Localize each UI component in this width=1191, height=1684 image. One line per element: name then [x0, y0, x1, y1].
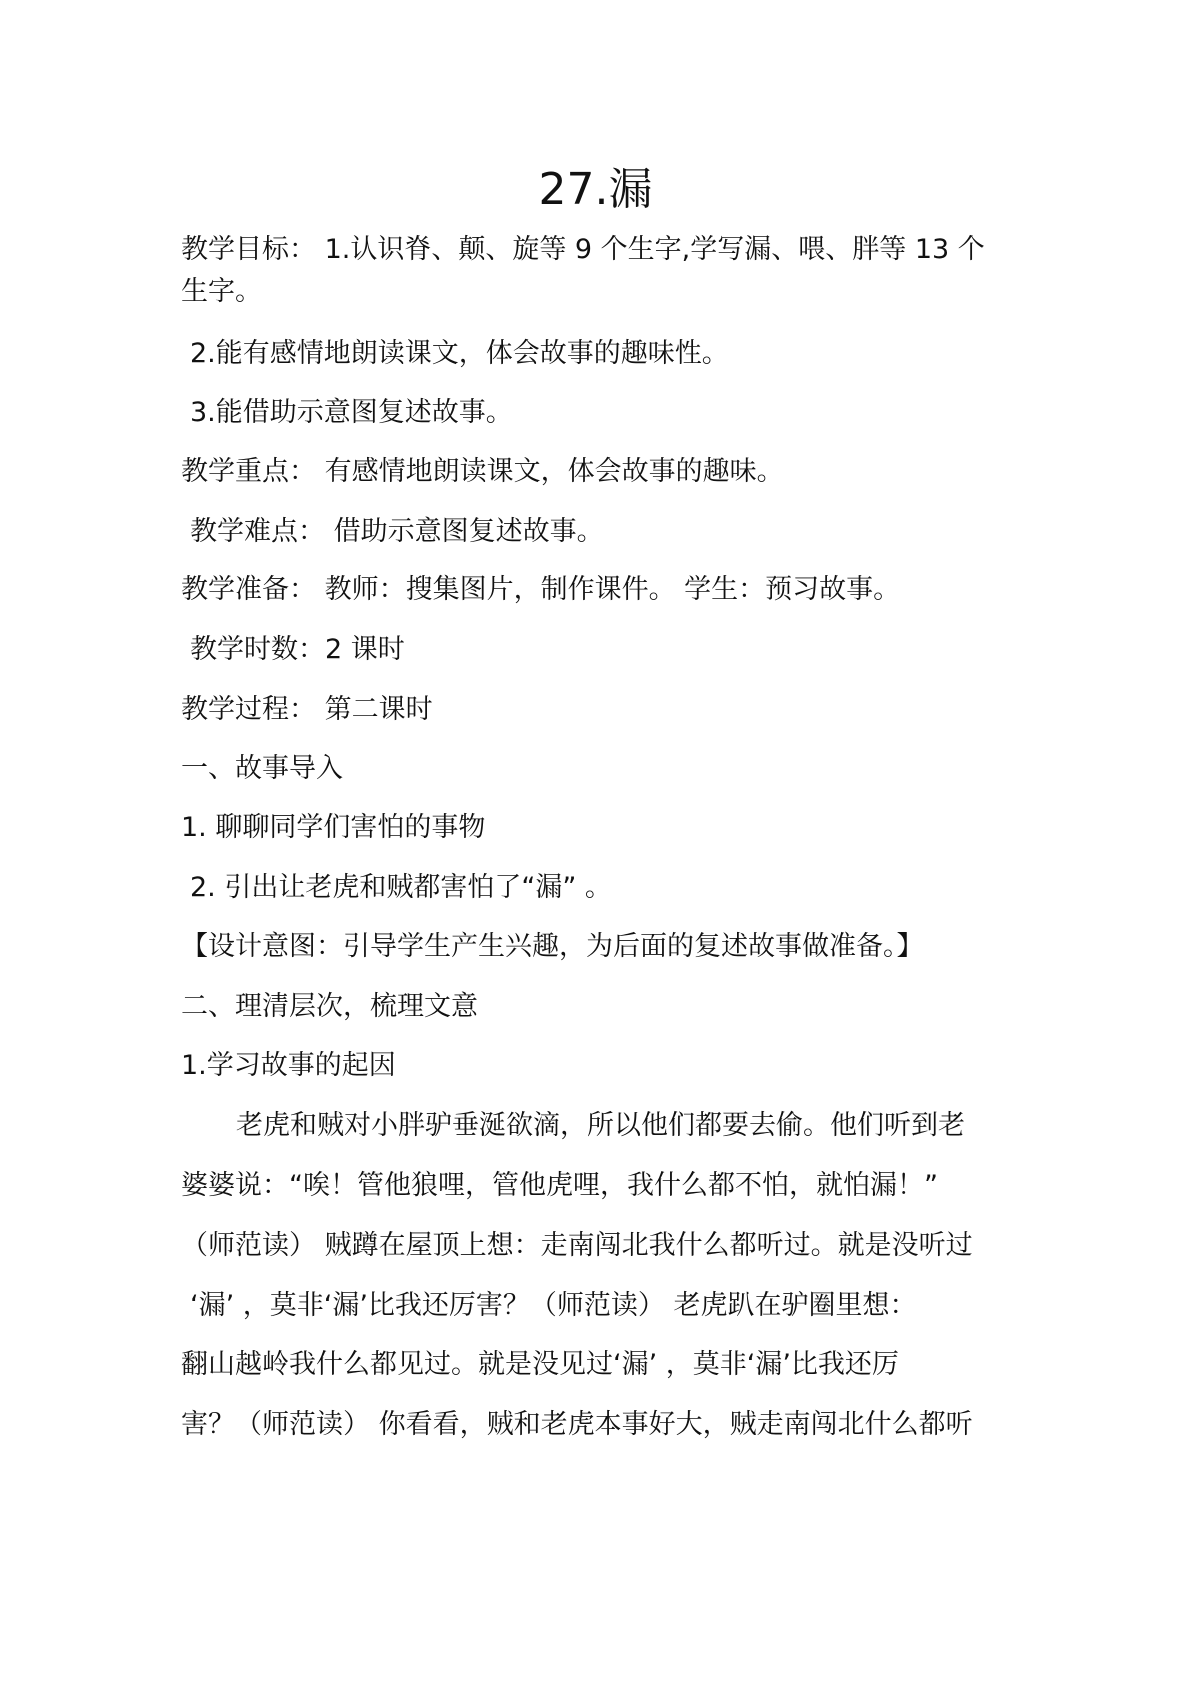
- section-heading: 二、理清层次，梳理文意: [181, 991, 478, 1022]
- paragraph-line: ‘漏’ ，莫非‘漏’比我还厉害？（师范读） 老虎趴在驴圈里想：: [190, 1290, 917, 1321]
- paragraph-line: 婆婆说：“唉！管他狼哩，管他虎哩，我什么都不怕，就怕漏！”: [181, 1170, 938, 1201]
- text-line: 1. 聊聊同学们害怕的事物: [181, 812, 486, 843]
- text-line: 教学过程： 第二课时: [181, 694, 433, 725]
- section-heading: 一、故事导入: [181, 753, 343, 784]
- paragraph-line: （师范读） 贼蹲在屋顶上想：走南闯北我什么都听过。就是没听过: [181, 1230, 973, 1261]
- text-line: 教学难点： 借助示意图复述故事。: [190, 516, 604, 547]
- text-line: 教学时数：2 课时: [190, 634, 405, 665]
- text-line: 2.能有感情地朗读课文，体会故事的趣味性。: [190, 338, 729, 369]
- text-line: 教学重点： 有感情地朗读课文，体会故事的趣味。: [181, 456, 784, 487]
- document-title: 27.漏: [538, 164, 653, 215]
- text-line: 生字。: [181, 276, 262, 307]
- text-line: 教学准备： 教师：搜集图片，制作课件。 学生：预习故事。: [181, 574, 901, 605]
- text-line: 3.能借助示意图复述故事。: [190, 397, 513, 428]
- text-line: 教学目标： 1.认识脊、颠、旋等 9 个生字,学写漏、喂、胖等 13 个: [181, 234, 985, 265]
- text-line: 1.学习故事的起因: [181, 1050, 396, 1081]
- paragraph-line: 翻山越岭我什么都见过。就是没见过‘漏’ ，莫非‘漏’比我还厉: [181, 1349, 899, 1380]
- text-line: 2. 引出让老虎和贼都害怕了“漏” 。: [190, 872, 612, 903]
- paragraph-line: 害？（师范读） 你看看，贼和老虎本事好大，贼走南闯北什么都听: [181, 1409, 973, 1440]
- paragraph-line: 老虎和贼对小胖驴垂涎欲滴，所以他们都要去偷。他们听到老: [236, 1110, 965, 1141]
- design-note: 【设计意图：引导学生产生兴趣，为后面的复述故事做准备。】: [181, 931, 924, 962]
